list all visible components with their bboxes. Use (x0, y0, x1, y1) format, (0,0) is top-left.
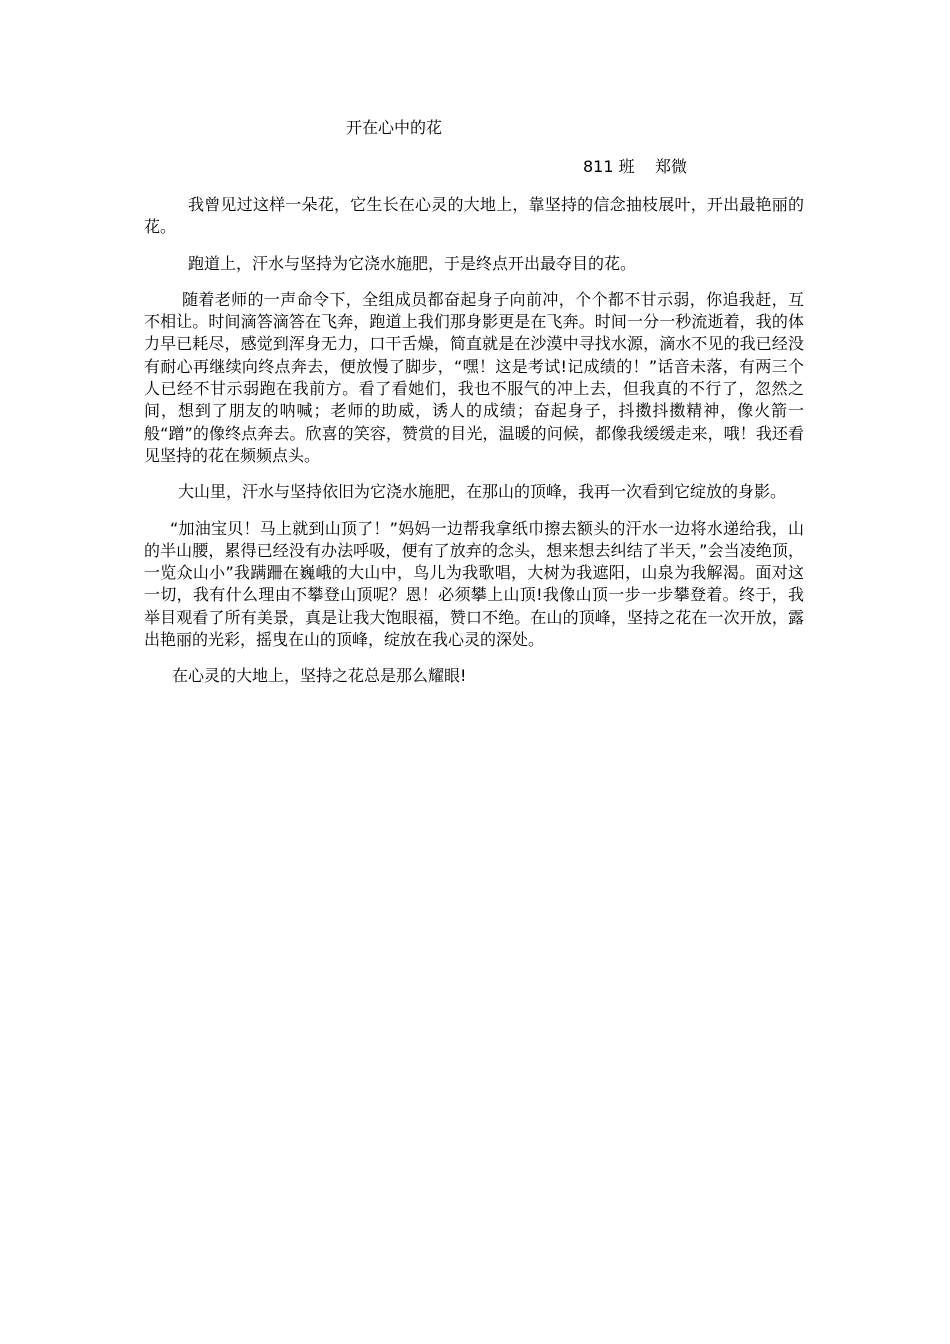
essay-body (144, 194, 804, 702)
paragraph-4: 大山里，汗水与坚持依旧为它浇水施肥，在那山的顶峰，我再一次看到它绽放的身影。 (178, 482, 787, 502)
paragraph-3: 随着老师的一声命令下，全组成员都奋起身子向前冲，个个都不甘示弱，你追我赶，互不相让。时间滴答滴答在飞奔，跑道上我们那身影更是在飞奔。时间一分一秒流逝着，我的体力早已耗尽，感觉到浑身无力，口干舌燥，简直就是在沙漠中寻找水源，滴水不见的我已经没有耐心再继续向终点奔去，便放慢了脚步，“嘿！这是考试!记成绩的！”话音未落，有两三个人已经不甘示弱跑在我前方。看了看她们，我也不服气的冲上去，但我真的不行了，忽然之间，想到了朋友的呐喊；老师的助威，诱人的成绩；奋起身子，抖擞抖擞精神，像火箭一般“蹭”的像终点奔去。欣喜的笑容，赞赏的目光，温暖的问候，都像我缓缓走来，哦！我还看见坚持的花在频频点头。 (144, 289, 804, 465)
paragraph-1: 我曾见过这样一朵花，它生长在心灵的大地上，靠坚持的信念抽枝展叶，开出最艳丽的花。 (144, 195, 804, 237)
paragraph-5: “加油宝贝！马上就到山顶了！”妈妈一边帮我拿纸巾擦去额头的汗水一边将水递给我，山的半山腰，累得已经没有办法呼吸，便有了放弃的念头，想来想去纠结了半天，”会当凌绝顶，一览众山小”我蹒跚在巍峨的大山中，鸟儿为我歌唱，大树为我遮阳，山泉为我解渴。面对这一切，我有什么理由不攀登山顶呢？恩！必须攀上山顶!我像山顶一步一步攀登着。终于，我举目观看了所有美景，真是让我大饱眼福，赞口不绝。在山的顶峰，坚持之花在一次开放，露出艳丽的光彩，摇曳在山的顶峰，绽放在我心灵的深处。 (144, 518, 804, 650)
paragraph-2: 跑道上，汗水与坚持为它浇水施肥，于是终点开出最夺目的花。 (188, 253, 637, 273)
essay-title: 开在心中的花 (346, 118, 443, 137)
author-byline: 811 班 郑微 (583, 157, 687, 176)
paragraph-6: 在心灵的大地上，坚持之花总是那么耀眼! (172, 666, 467, 686)
